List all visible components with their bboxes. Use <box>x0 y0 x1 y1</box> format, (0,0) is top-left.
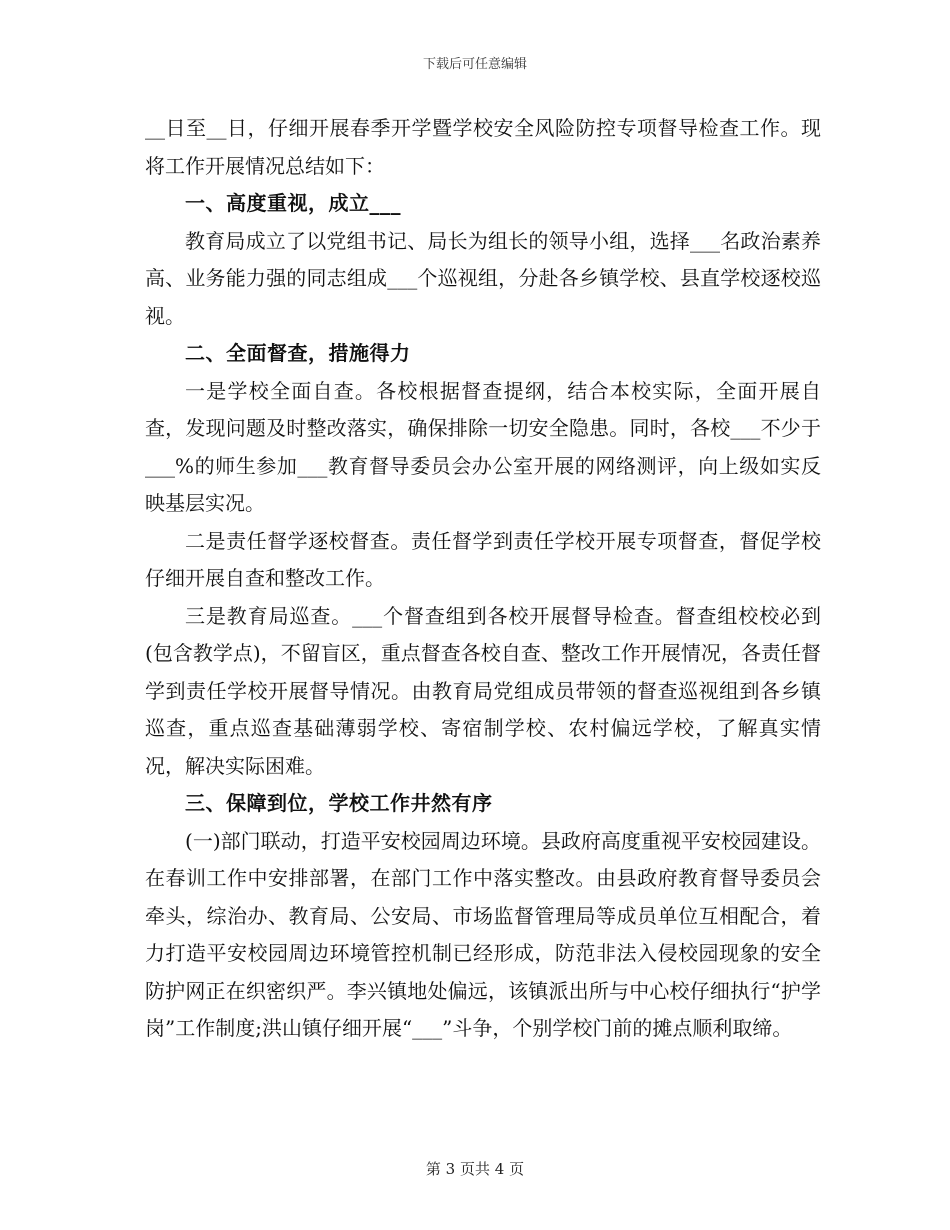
body-paragraph: 教育局成立了以党组书记、局长为组长的领导小组，选择___名政治素养高、业务能力强的同志组成___个巡视组，分赴各乡镇学校、县直学校逐校巡视。 <box>145 228 821 328</box>
document-body <box>145 110 821 1048</box>
section-heading-1: 一、高度重视，成立___ <box>185 191 401 215</box>
body-paragraph: 二是责任督学逐校督查。责任督学到责任学校开展专项督查，督促学校仔细开展自查和整改工作。 <box>145 528 821 590</box>
body-paragraph: 三是教育局巡查。___个督查组到各校开展督导检查。督查组校校必到(包含教学点)，不留盲区，重点督查各校自查、整改工作开展情况，各责任督学到责任学校开展督导情况。由教育局党组成员带领的督查巡视组到各乡镇巡查，重点巡查基础薄弱学校、寄宿制学校、农村偏远学校，了解真实情况，解决实际困难。 <box>145 603 821 778</box>
section-heading-3: 三、保障到位，学校工作井然有序 <box>185 791 493 815</box>
intro-paragraph: __日至__日，仔细开展春季开学暨学校安全风险防控专项督导检查工作。现将工作开展情况总结如下： <box>145 116 821 178</box>
body-paragraph: (一)部门联动，打造平安校园周边环境。县政府高度重视平安校园建设。在春训工作中安排部署，在部门工作中落实整改。由县政府教育督导委员会牵头，综治办、教育局、公安局、市场监督管理局等成员单位互相配合，着力打造平安校园周边环境管控机制已经形成，防范非法入侵校园现象的安全防护网正在织密织严。李兴镇地处偏远，该镇派出所与中心校仔细执行“护学岗”工作制度;洪山镇仔细开展“___”斗争，个别学校门前的摊点顺利取缔。 <box>145 828 821 1040</box>
page-number-footer: 第 3 页共 4 页 <box>425 1160 525 1178</box>
section-heading-2: 二、全面督查，措施得力 <box>185 341 411 365</box>
page-header: 下载后可任意编辑 <box>422 57 527 72</box>
body-paragraph: 一是学校全面自查。各校根据督查提纲，结合本校实际，全面开展自查，发现问题及时整改落实，确保排除一切安全隐患。同时，各校___不少于___%的师生参加___教育督导委员会办公室开展的网络测评，向上级如实反映基层实况。 <box>145 378 821 515</box>
